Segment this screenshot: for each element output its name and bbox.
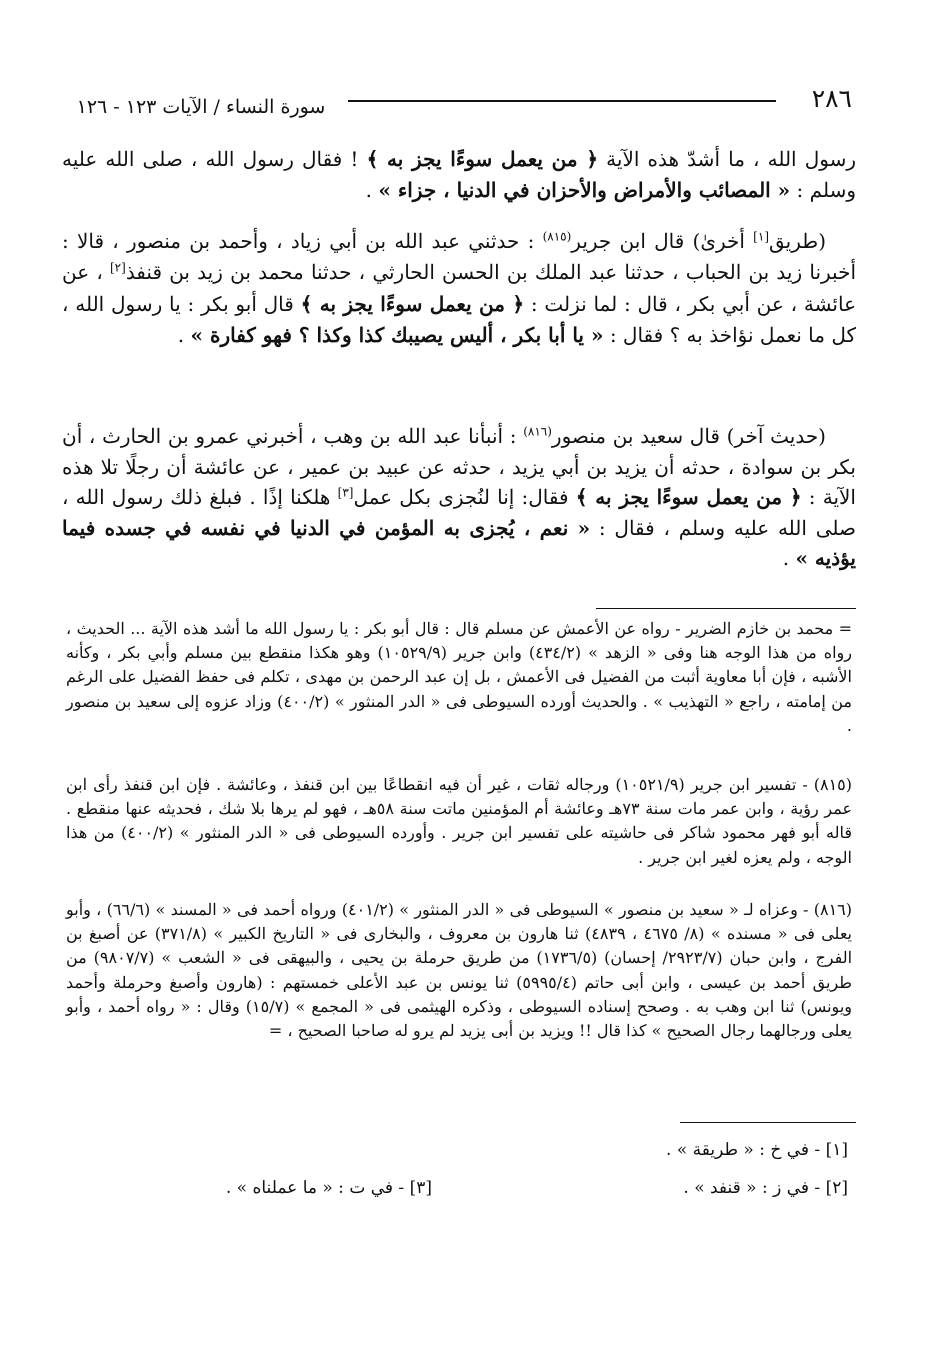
main-paragraph-1	[62, 144, 856, 206]
quran-quote: ﴿ من يعمل سوءًا يجز به ﴾	[575, 485, 802, 510]
quran-quote: ﴿ من يعمل سوءًا يجز به ﴾	[366, 147, 599, 171]
text-run: (طريق	[769, 229, 827, 253]
main-paragraph-2	[62, 226, 856, 352]
footnote-marker: (٨١٦)	[523, 424, 552, 439]
page-number: ٢٨٦	[811, 84, 852, 113]
main-paragraph-3	[62, 421, 856, 574]
hadith-text: « يا أبا بكر ، أليس يصيبك كذا وكذا ؟ فهو كفارة »	[190, 323, 604, 348]
footnote-continued: = محمد بن خازم الضرير - رواه عن الأعمش عن مسلم قال : قال أبو بكر : يا رسول الله ما أشد هذه الآية ... الحديث ، رواه من هذا الوجه هنا وفى « الزهد » (٤٣٤/٢) وابن جرير (١٠٥٢٩/٩) وهو هكذا منقطع بين مسلم وأبي بكر ، وكأنه الأشبه ، فإن أبا معاوية أثبت من الفضيل فى الأعمش ، بل إن عبد الرحمن بن مهدى ، تكلم فى حفظ الفضيل على الرغم من إمامته ، راجع « التهذيب » . والحديث أورده السيوطى فى « الدر المنثور » (٤٠٠/٢) وزاد عزوه إلى سعيد بن منصور .	[66, 619, 853, 735]
variant-note-1: [١] - في خ : « طريقة » .	[666, 1140, 848, 1160]
variants-separator	[680, 1122, 856, 1123]
paragraph-text	[62, 226, 856, 352]
text-run: ! فقال رسول الله ، صلى الله عليه وسلم :	[62, 147, 856, 202]
text-run: (حديث آخر) قال سعيد بن منصور	[551, 424, 826, 448]
variant-marker: [١]	[753, 229, 769, 244]
text-run: : أنبأنا عبد الله بن وهب ، أخبرني عمرو بن الحارث ، أن بكر بن سوادة ، حدثه أن يزيد بن أبي يزيد ، حدثه عن عبيد بن عمير ، عن عائشة أن رجلًا تلا هذه الآية :	[62, 424, 856, 510]
text-run: : حدثني عبد الله بن أبي زياد ، وأحمد بن منصور ، قالا : أخبرنا زيد بن الحباب ، حدثنا عبد الملك بن الحسن الحارثي ، حدثنا محمد بن زيد بن قنفذ	[62, 229, 856, 285]
paragraph-text	[62, 144, 856, 206]
footnote-separator	[596, 608, 856, 609]
text-run: رسول الله ، ما أشدّ هذه الآية	[598, 147, 856, 171]
hadith-text: « المصائب والأمراض والأحزان في الدنيا ، جزاء »	[378, 178, 791, 202]
running-title: سورة النساء / الآيات ١٢٣ - ١٢٦	[76, 96, 326, 118]
text-run: .	[365, 178, 379, 202]
paragraph-text	[62, 421, 856, 574]
text-run: .	[177, 323, 191, 348]
variant-note-2: [٢] - في ز : « قنفد » .	[683, 1178, 848, 1198]
footnote-815: (٨١٥) - تفسير ابن جرير (١٠٥٢١/٩) ورجاله ثقات ، غير أن فيه انقطاعًا بين ابن قنفذ ، وعائشة . فإن ابن قنفذ رأى ابن عمر رؤية ، وابن عمر مات سنة ٧٣هـ وعائشة أم المؤمنين ماتت سنة ٥٨هـ ، فهو لم يرها بلا شك ، فحديثه عنها منقطع . قاله أبو فهر محمود شاكر فى حاشيته على تفسير ابن جرير . وأورده السيوطى فى « الدر المنثور » (٤٠٠/٢) من هذا الوجه ، ولم يعزه لغير ابن جرير .	[66, 775, 853, 867]
variant-note-3: [٣] - في ت : « ما عملناه » .	[225, 1178, 432, 1198]
footnote-marker: (٨١٥)	[542, 229, 572, 244]
variant-marker: [٣]	[337, 485, 354, 500]
header-rule	[348, 100, 776, 102]
quran-quote: ﴿ من يعمل سوءًا يجز به ﴾	[300, 291, 525, 316]
hadith-text: « نعم ، يُجزى به المؤمن في الدنيا في نفسه في جسده فيما يؤذيه »	[62, 515, 856, 571]
variant-marker: [٢]	[109, 260, 126, 275]
text-run: قال أبو بكر : يا رسول الله ، كل ما نعمل نؤاخذ به ؟ فقال :	[62, 291, 856, 348]
text-run: أخرىٰ) قال ابن جرير	[571, 229, 754, 253]
text-run: هلكنا إذًا . فبلغ ذلك رسول الله ، صلى الله عليه وسلم ، فقال :	[62, 485, 856, 540]
text-run: ، عن عائشة ، عن أبي بكر ، قال : لما نزلت :	[62, 260, 856, 316]
footnote-816: (٨١٦) - وعزاه لـ « سعيد بن منصور » السيوطى فى « الدر المنثور » (٤٠١/٢) ورواه أحمد فى « المسند » (٦٦/٦) ، وأبو يعلى فى « مسنده » (٨/ ٤٦٧٥ ، ٤٨٣٩) ثنا هارون بن معروف ، والبخارى فى « التاريخ الكبير » (٣٧١/٨) عن أصبغ بن الفرج ، وابن حبان (٢٩٢٣/٧/ إحسان) (١٧٣٦/٥) من طريق حرملة بن يحيى ، والبيهقى فى « الشعب » (٩٨٠٧/٧) من طريق أحمد بن عيسى ، وابن أبى حاتم (٥٩٩٥/٤) ثنا يونس بن عبد الأعلى خمستهم : (هارون وأصبغ وحرملة وأحمد ويونس) ثنا ابن وهب به . وصحح إسناده السيوطى ، وذكره الهيثمى فى « المجمع » (١٥/٧) وقال : « رواه أحمد ، وأبو يعلى ورجالهما رجال الصحيح » كذا قال !! ويزيد بن أبى يزيد لم يرو له صاحبا الصحيح ، =	[66, 900, 853, 1041]
text-run: فقال: إنا لنُجزى بكل عمل	[353, 485, 576, 510]
text-run: .	[782, 546, 796, 571]
